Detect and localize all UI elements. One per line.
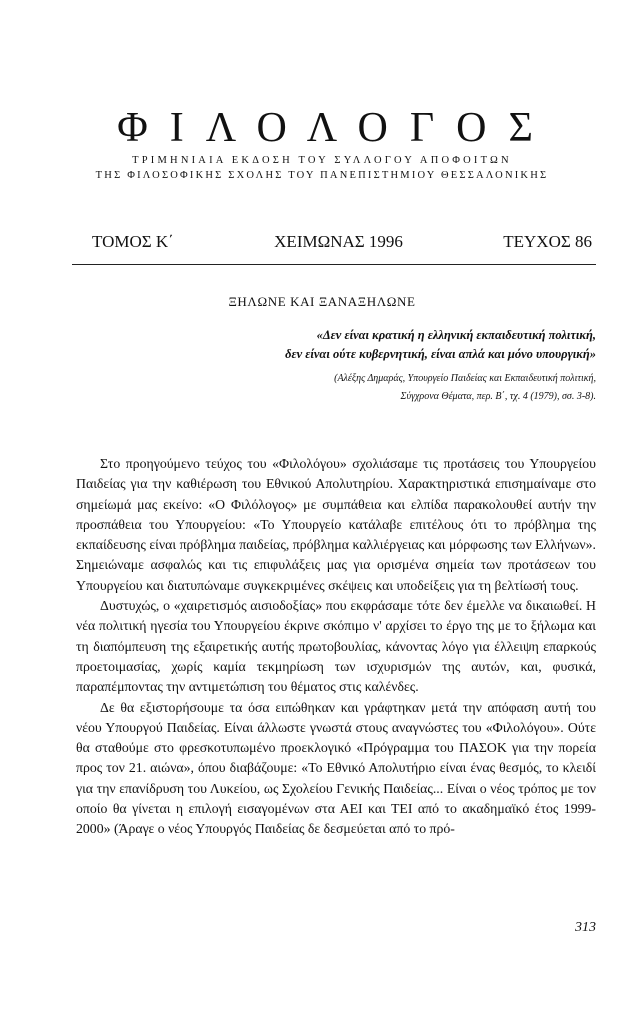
journal-subtitle-line2: ΤΗΣ ΦΙΛΟΣΟΦΙΚΗΣ ΣΧΟΛΗΣ ΤΟΥ ΠΑΝΕΠΙΣΤΗΜΙΟΥ ΘΕΣΣΑΛΟΝΙΚΗΣ — [95, 170, 549, 181]
source-line: Σύγχρονα Θέματα, περ. Β΄, τχ. 4 (1979), σσ. 3-8). — [400, 391, 596, 402]
epigraph — [176, 326, 596, 364]
paragraph: Δε θα εξιστορήσουμε τα όσα ειπώθηκαν και γράφτηκαν μετά την απόφαση αυτή του νέου Υπουργού Παιδείας. Είναι άλλωστε γνωστά στους αναγνώστες του «Φιλολόγου». Ούτε θα σταθούμε στο φρεσκοτυπωμένο προεκλογικό «Πρόγραμμα του ΠΑΣΟΚ για την πορεία προς τον 21. αιώνα», όπου διαβάζουμε: «Το Εθνικό Απολυτήριο είναι ένας θεσμός, το κλειδί για την επανίδρυση του Λυκείου, ως Σχολείου Γενικής Παιδείας... Είναι ο νέος τρόπος με τον οποίο θα γίνεται η επιλογή εισαγομένων στα ΑΕΙ και ΤΕΙ από το ακαδημαϊκό έτος 1999-2000» (Άραγε ο νέος Υπουργός Παιδείας δε δεσμεύεται από το πρό- — [76, 699, 596, 837]
epigraph-line: δεν είναι ούτε κυβερνητική, είναι απλά και μόνο υπουργική» — [285, 347, 596, 361]
paragraph: Δυστυχώς, ο «χαιρετισμός αισιοδοξίας» που εκφράσαμε τότε δεν έμελλε να δικαιωθεί. Η νέα πολιτική ηγεσία του Υπουργείου έκρινε σκόπιμο ν' αρχίσει το έργο της με το ξήλωμα και τη διαπόμπευση της εξαιρετικής αυτής πρωτοβουλίας, κάνοντας λόγο για έλλειψη επαρκούς προετοιμασίας, χωρίς καμία τεκμηρίωση των ισχυρισμών της αυτών, και, φυσικά, παραπέμποντας την αντιμετώπιση του θέματος στις καλένδες. — [76, 598, 596, 695]
epigraph-line: «Δεν είναι κρατική η ελληνική εκπαιδευτική πολιτική, — [316, 328, 596, 342]
epigraph-source — [176, 370, 596, 406]
source-line: (Αλέξης Δημαράς, Υπουργείο Παιδείας και Εκπαιδευτική πολιτική, — [334, 373, 596, 384]
journal-title: ΦΙΛΟΛΟΓΟΣ — [117, 105, 555, 151]
journal-subtitle-line1: ΤΡΙΜΗΝΙΑΙΑ ΕΚΔΟΣΗ ΤΟΥ ΣΥΛΛΟΓΟΥ ΑΠΟΦΟΙΤΩΝ — [132, 155, 512, 166]
article-body — [76, 454, 596, 840]
season-label: ΧΕΙΜΩΝΑΣ 1996 — [274, 232, 403, 251]
volume-label: ΤΟΜΟΣ Κ΄ — [92, 232, 174, 251]
paragraph: Στο προηγούμενο τεύχος του «Φιλολόγου» σχολιάσαμε τις προτάσεις του Υπουργείου Παιδείας για την καθιέρωση του Εθνικού Απολυτηρίου. Χαρακτηριστικά επισημαίναμε στο σημείωμά μας εκείνο: «Ο Φιλόλογος» με συμπάθεια και ελπίδα παρακολουθεί αυτήν την προσπάθεια του Υπουργείου: «Το Υπουργείο κατάλαβε επιτέλους ότι το πρόβλημα της εκπαίδευσης είναι πρόβλημα παιδείας, πρόβλημα καλλιέργειας και μόρφωσης των Ελλήνων». Σημειώναμε ασφαλώς και τις επιφυλάξεις μας για ορισμένα σημεία των προτάσεων του Υπουργείου και διατυπώναμε συγκεκριμένες σκέψεις και υποδείξεις για τη βελτίωσή τους. — [76, 456, 596, 593]
issue-number-label: ΤΕΥΧΟΣ 86 — [503, 232, 592, 251]
header-divider — [72, 264, 596, 265]
article-title: ΞΗΛΩΝΕ ΚΑΙ ΞΑΝΑΞΗΛΩΝΕ — [228, 294, 416, 309]
issue-info — [92, 232, 592, 252]
page-number: 313 — [575, 920, 596, 935]
